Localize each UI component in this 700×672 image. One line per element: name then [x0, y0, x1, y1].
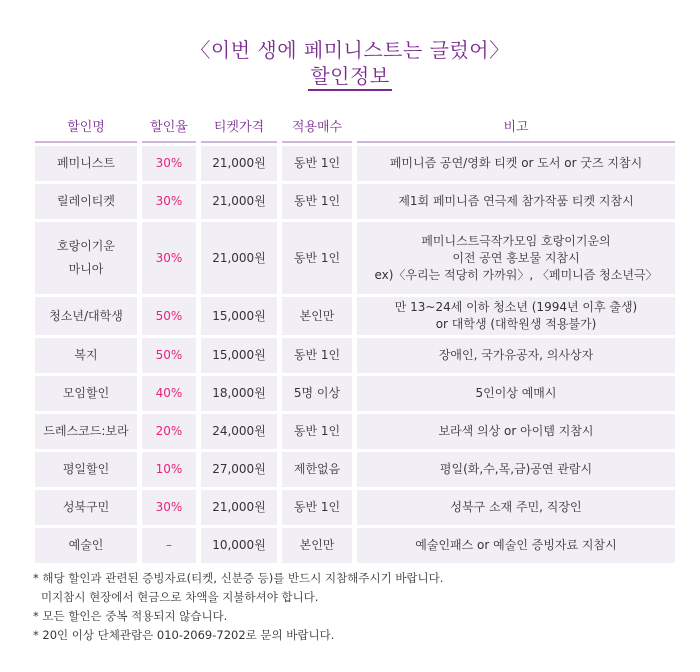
- header-note: 비고: [357, 110, 675, 143]
- ticket-price: 27,000원: [201, 452, 277, 487]
- ticket-count: 5명 이상: [282, 376, 352, 411]
- discount-note: 보라색 의상 or 아이템 지참시: [357, 414, 675, 449]
- discount-name: 복지: [35, 338, 137, 373]
- table-row: [35, 146, 675, 181]
- ticket-count: 동반 1인: [282, 338, 352, 373]
- discount-name: 드레스코드:보라: [35, 414, 137, 449]
- ticket-count: 동반 1인: [282, 146, 352, 181]
- header-price: 티켓가격: [201, 110, 277, 143]
- footnote: * 20인 이상 단체관람은 010-2069-7202로 문의 바랍니다.: [33, 628, 335, 642]
- discount-note: 5인이상 예매시: [357, 376, 675, 411]
- ticket-count: 동반 1인: [282, 414, 352, 449]
- ticket-price: 21,000원: [201, 222, 277, 294]
- table-row: [35, 297, 675, 335]
- discount-rate: 20%: [142, 414, 196, 449]
- discount-rate: 40%: [142, 376, 196, 411]
- table-row: [35, 222, 675, 294]
- discount-name: 예술인: [35, 528, 137, 563]
- table-row: [35, 184, 675, 219]
- ticket-count: 동반 1인: [282, 184, 352, 219]
- footnote: * 모든 할인은 중복 적용되지 않습니다.: [33, 609, 228, 623]
- discount-rate: 30%: [142, 490, 196, 525]
- discount-rate: 50%: [142, 338, 196, 373]
- table-row: [35, 414, 675, 449]
- ticket-price: 15,000원: [201, 338, 277, 373]
- ticket-count: 본인만: [282, 297, 352, 335]
- discount-note: 평일(화,수,목,금)공연 관람시: [357, 452, 675, 487]
- discount-rate: –: [142, 528, 196, 563]
- ticket-price: 21,000원: [201, 490, 277, 525]
- discount-note: 예술인패스 or 예술인 증빙자료 지참시: [357, 528, 675, 563]
- ticket-price: 24,000원: [201, 414, 277, 449]
- ticket-count: 제한없음: [282, 452, 352, 487]
- table-header-row: [35, 110, 675, 143]
- discount-rate: 10%: [142, 452, 196, 487]
- ticket-count: 동반 1인: [282, 222, 352, 294]
- ticket-price: 10,000원: [201, 528, 277, 563]
- table-row: [35, 452, 675, 487]
- page-subtitle: 할인정보: [0, 60, 700, 89]
- discount-rate: 30%: [142, 184, 196, 219]
- page-title: 〈이번 생에 페미니스트는 글렀어〉: [190, 38, 510, 62]
- discount-name: 릴레이티켓: [35, 184, 137, 219]
- ticket-price: 21,000원: [201, 146, 277, 181]
- discount-name: 호랑이기운 마니아: [35, 222, 137, 294]
- table-row: [35, 338, 675, 373]
- discount-rate: 30%: [142, 146, 196, 181]
- header-rate: 할인율: [142, 110, 196, 143]
- header-count: 적용매수: [282, 110, 352, 143]
- discount-name: 청소년/대학생: [35, 297, 137, 335]
- discount-rate: 50%: [142, 297, 196, 335]
- discount-name: 성북구민: [35, 490, 137, 525]
- discount-note: 장애인, 국가유공자, 의사상자: [357, 338, 675, 373]
- discount-rate: 30%: [142, 222, 196, 294]
- discount-table: [30, 107, 680, 566]
- discount-note: 제1회 페미니즘 연극제 참가작품 티켓 지참시: [357, 184, 675, 219]
- table-row: [35, 528, 675, 563]
- ticket-count: 동반 1인: [282, 490, 352, 525]
- discount-note: 페미니즘 공연/영화 티켓 or 도서 or 굿즈 지참시: [357, 146, 675, 181]
- ticket-price: 18,000원: [201, 376, 277, 411]
- ticket-price: 21,000원: [201, 184, 277, 219]
- table-row: [35, 490, 675, 525]
- footnote: 미지참시 현장에서 현금으로 차액을 지불하셔야 합니다.: [41, 590, 319, 604]
- discount-note: 만 13~24세 이하 청소년 (1994년 이후 출생) or 대학생 (대학원생 적용불가): [357, 297, 675, 335]
- table-row: [35, 376, 675, 411]
- discount-note: 성북구 소재 주민, 직장인: [357, 490, 675, 525]
- ticket-count: 본인만: [282, 528, 352, 563]
- discount-name: 평일할인: [35, 452, 137, 487]
- ticket-price: 15,000원: [201, 297, 277, 335]
- footnote: * 해당 할인과 관련된 증빙자료(티켓, 신분증 등)를 반드시 지참해주시기 바랍니다.: [33, 571, 444, 585]
- header-name: 할인명: [35, 110, 137, 143]
- discount-name: 페미니스트: [35, 146, 137, 181]
- discount-name: 모임할인: [35, 376, 137, 411]
- footnotes: [33, 569, 443, 645]
- discount-note: 페미니스트극작가모임 호랑이기운의 이전 공연 홍보물 지참시 ex)〈우리는 적당히 가까워〉, 〈페미니즘 청소년극〉: [357, 222, 675, 294]
